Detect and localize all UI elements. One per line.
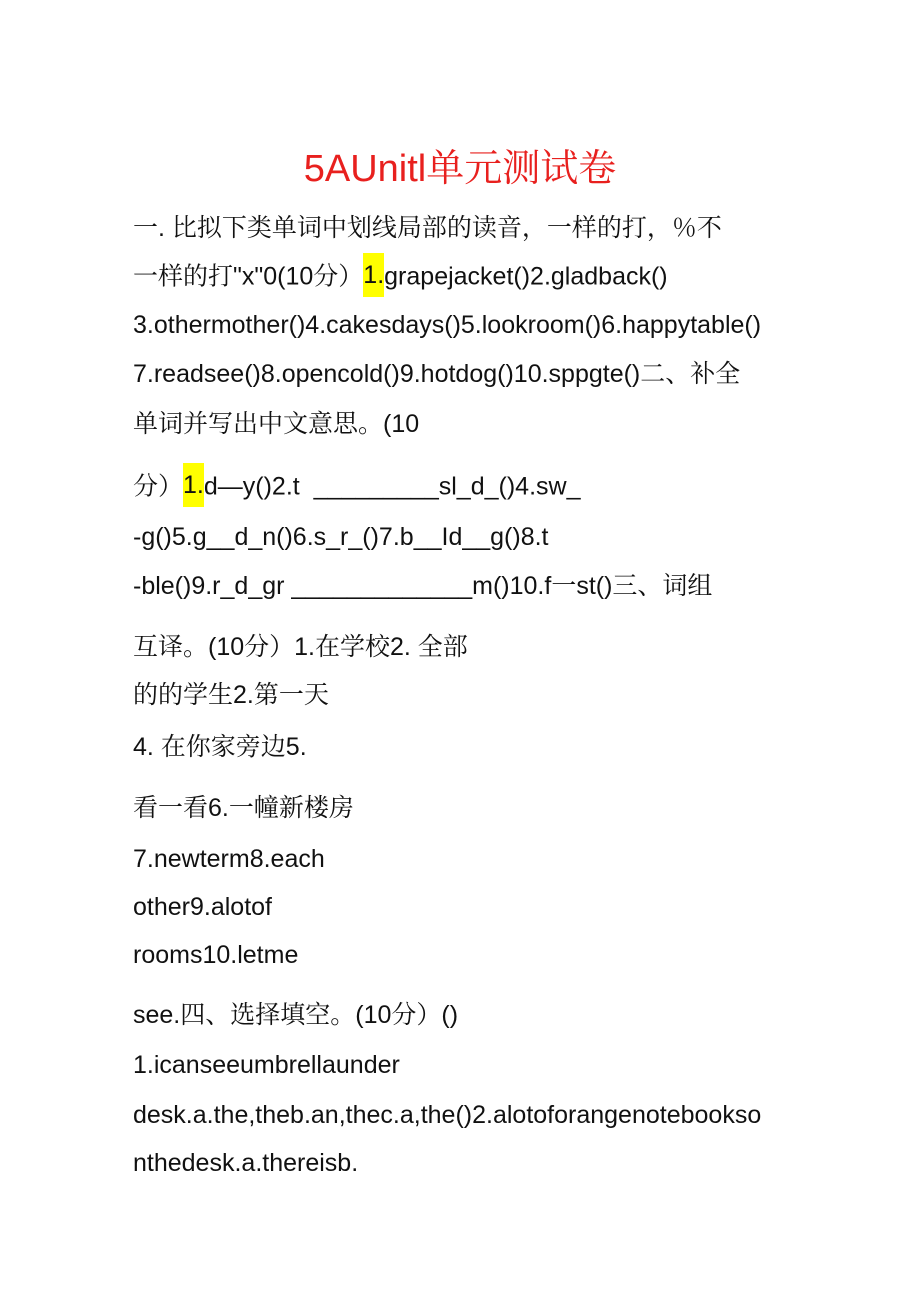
text-line-1: 一. 比拟下类单词中划线局部的读音，一样的打，％不 — [133, 214, 722, 242]
text-line-6 — [133, 469, 580, 507]
text-line-3: 3.othermother()4.cakesdays()5.lookroom()6.happytable() — [133, 311, 762, 339]
text-line-5: 单词并写出中文意思。(10 — [133, 410, 420, 438]
text-line-10: 的的学生2.第一天 — [133, 681, 329, 709]
text-line-16: see.四、选择填空。(10分）() — [133, 1001, 459, 1029]
text-line-4: 7.readsee()8.opencold()9.hotdog()10.sppgte()二、补全 — [133, 360, 741, 388]
text-line-14: other9.alotof — [133, 893, 272, 921]
highlighted-number: 1. — [183, 463, 204, 507]
text-line-19: nthedesk.a.thereisb. — [133, 1149, 359, 1177]
line-2-prefix: 一样的打"x"0(10分） — [133, 262, 364, 291]
line-6-prefix: 分） — [133, 472, 184, 501]
line-2-suffix: grapejacket()2.gladback() — [384, 262, 668, 291]
text-line-8: -ble()9.r_d_gr _____________m()10.f一st()三、词组 — [133, 572, 713, 600]
text-line-11: 4. 在你家旁边5. — [133, 733, 307, 761]
text-line-15: rooms10.letme — [133, 941, 299, 969]
text-line-18: desk.a.the,theb.an,thec.a,the()2.alotoforangenotebookso — [133, 1101, 762, 1129]
text-line-9: 互译。(10分）1.在学校2. 全部 — [133, 633, 468, 661]
text-line-7: -g()5.g__d_n()6.s_r_()7.b__Id__g()8.t — [133, 523, 549, 551]
text-line-17: 1.icanseeumbrellaunder — [133, 1051, 400, 1079]
text-line-2 — [133, 259, 668, 297]
line-6-suffix: d—y()2.t _________sl_d_()4.sw_ — [203, 472, 581, 501]
page-title: 5AUnitl单元测试卷 — [303, 148, 617, 190]
highlighted-number: 1. — [363, 253, 384, 297]
text-line-13: 7.newterm8.each — [133, 845, 325, 873]
text-line-12: 看一看6.一幢新楼房 — [133, 794, 354, 822]
